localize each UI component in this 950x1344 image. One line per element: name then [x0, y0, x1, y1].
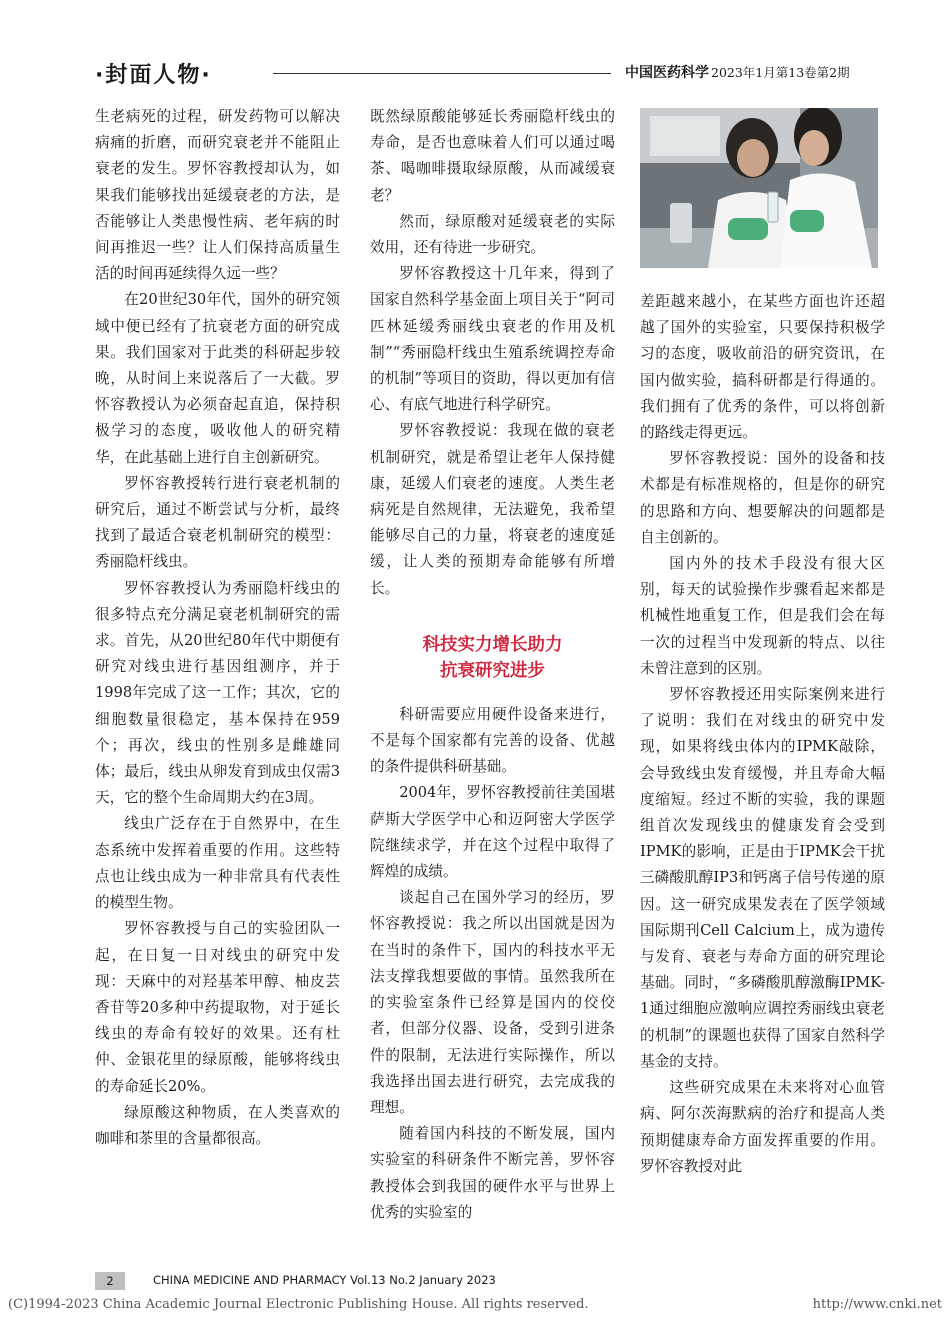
paragraph: 然而，绿原酸对延缓衰老的实际效用，还有待进一步研究。 — [370, 212, 615, 257]
paragraph: 谈起自己在国外学习的经历，罗怀容教授说：我之所以出国就是因为在当时的条件下，国内的科技水平无法支撑我想要做的事情。虽然我所在的实验室条件已经算是国内的佼佼者，但部分仪器、设备，受到引进条件的限制，无法进行实际操作，所以我选择出国去进行研究，去完成我的理想。 — [370, 889, 615, 1116]
article-column-3 — [640, 289, 885, 1180]
article-column-1 — [95, 104, 340, 1152]
paragraph: 罗怀容教授这十几年来，得到了国家自然科学基金面上项目关于“阿司匹林延缓秀丽线虫衰老的作用及机制”“秀丽隐杆线虫生殖系统调控寿命的机制”等项目的资助，得以更加有信心、有底气地进行科学研究。 — [370, 265, 615, 414]
subheading-line-2: 抗衰研究进步 — [440, 660, 545, 681]
paragraph: 2004年，罗怀容教授前往美国堪萨斯大学医学中心和迈阿密大学医学院继续求学，并在这个过程中取得了辉煌的成绩。 — [370, 784, 615, 881]
subheading-line-1: 科技实力增长助力 — [422, 634, 563, 655]
column-2-bottom-text — [370, 702, 615, 1226]
copyright-notice: (C)1994-2023 China Academic Journal Electronic Publishing House. All rights reserved. — [8, 1297, 589, 1312]
section-subheading — [370, 632, 615, 684]
paragraph: 在20世纪30年代，国外的研究领域中便已经有了抗衰老方面的研究成果。我们国家对于此类的科研起步较晚，从时间上来说落后了一大截。罗怀容教授认为必须奋起直追，保持积极学习的态度，吸收他人的研究精华，在此基础上进行自主创新研究。 — [95, 291, 340, 466]
paragraph: 罗怀容教授说：我现在做的衰老机制研究，就是希望让老年人保持健康，延缓人们衰老的速度。人类生老病死是自然规律，无法避免，我希望能够尽自己的力量，将衰老的速度延缓，让人类的预期寿命能够有所增长。 — [370, 422, 615, 597]
journal-name: 中国医药科学 — [625, 65, 709, 81]
paragraph: 罗怀容教授还用实际案例来进行了说明：我们在对线虫的研究中发现，如果将线虫体内的IPMK敲除，会导致线虫发育缓慢，并且寿命大幅度缩短。经过不断的实验，我的课题组首次发现线虫的健康发育会受到IPMK的影响，正是由于IPMK会干扰三磷酸肌醇IP3和钙离子信号传递的原因。这一研究成果发表在了医学领域国际期刊Cell Calcium上，成为遗传与发育、衰老与寿命方面的研究理论基础。同时，“多磷酸肌醇激酶IPMK-1通过细胞应激响应调控秀丽线虫衰老的机制”的课题也获得了国家自然科学基金的支持。 — [640, 686, 885, 1070]
paragraph: 随着国内科技的不断发展，国内实验室的科研条件不断完善，罗怀容教授体会到我国的硬件水平与世界上优秀的实验室的 — [370, 1125, 615, 1221]
paragraph: 绿原酸这种物质，在人类喜欢的咖啡和茶里的含量都很高。 — [95, 1103, 340, 1147]
paragraph: 差距越来越小，在某些方面也许还超越了国外的实验室，只要保持积极学习的态度，吸收前沿的研究资讯，在国内做实验，搞科研都是行得通的。我们拥有了优秀的条件，可以将创新的路线走得更远。 — [640, 293, 885, 442]
paragraph: 罗怀容教授认为秀丽隐杆线虫的很多特点充分满足衰老机制研究的需求。首先，从20世纪80年代中期便有研究对线虫进行基因组测序，并于1998年完成了这一工作；其次，它的细胞数量很稳定，基本保持在959个；再次，线虫的性别多是雌雄同体；最后，线虫从卵发育到成虫仅需3天，它的整个生命周期大约在3周。 — [95, 579, 340, 807]
paragraph: 国内外的技术手段没有很大区别，每天的试验操作步骤看起来都是机械性地重复工作，但是我们会在每一次的过程当中发现新的特点、以往未曾注意到的区别。 — [640, 555, 885, 677]
article-column-2 — [370, 104, 615, 1226]
column-2-top-text — [370, 104, 615, 602]
page-number: 2 — [95, 1272, 125, 1290]
paragraph: 线虫广泛存在于自然界中，在生态系统中发挥着重要的作用。这些特点也让线虫成为一种非常具有代表性的模型生物。 — [95, 815, 340, 912]
page-header — [95, 58, 885, 94]
footer-journal-info: CHINA MEDICINE AND PHARMACY Vol.13 No.2 January 2023 — [153, 1273, 496, 1287]
cnki-link[interactable]: http://www.cnki.net — [812, 1297, 942, 1312]
paragraph: 科研需要应用硬件设备来进行，不是每个国家都有完善的设备、优越的条件提供科研基础。 — [370, 705, 615, 776]
paragraph: 罗怀容教授转行进行衰老机制的研究后，通过不断尝试与分析，最终找到了最适合衰老机制研究的模型：秀丽隐杆线虫。 — [95, 474, 340, 571]
copyright-line — [8, 1297, 942, 1312]
paragraph: 这些研究成果在未来将对心血管病、阿尔茨海默病的治疗和提高人类预期健康寿命方面发挥重要的作用。罗怀容教授对此 — [640, 1079, 885, 1175]
paragraph: 罗怀容教授与自己的实验团队一起，在日复一日对线虫的研究中发现：天麻中的对羟基苯甲醇、柚皮芸香苷等20多种中药提取物，对于延长线虫的寿命有较好的效果。还有杜仲、金银花里的绿原酸，能够将线虫的寿命延长20%。 — [95, 920, 340, 1095]
header-rule — [273, 73, 611, 74]
lab-photo — [640, 108, 878, 268]
paragraph: 罗怀容教授说：国外的设备和技术都是有标准规格的，但是你的研究的思路和方向、想要解决的问题都是自主创新的。 — [640, 450, 885, 546]
issue-info: 2023年1月第13卷第2期 — [711, 65, 850, 80]
section-title: ·封面人物· — [95, 63, 212, 88]
paragraph: 生老病死的过程，研发药物可以解决病痛的折磨，而研究衰老并不能阻止衰老的发生。罗怀容教授却认为，如果我们能够找出延缓衰老的方法，是否能够让人类患慢性病、老年病的时间再推迟一些？让人们保持高质量生活的时间再延续得久远一些？ — [95, 108, 340, 283]
paragraph: 既然绿原酸能够延长秀丽隐杆线虫的寿命，是否也意味着人们可以通过喝茶、喝咖啡摄取绿原酸，从而减缓衰老？ — [370, 108, 615, 204]
